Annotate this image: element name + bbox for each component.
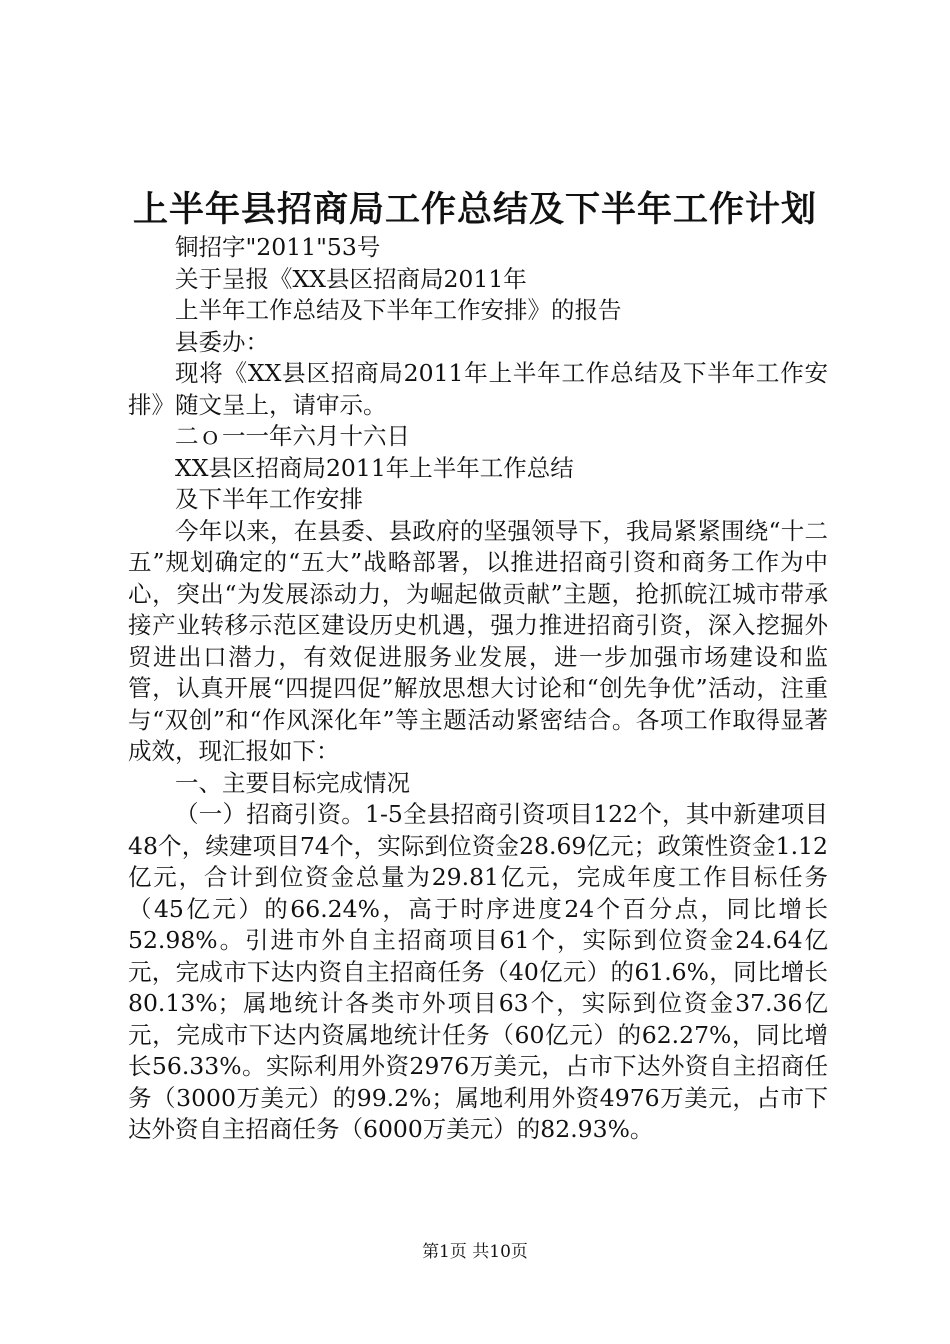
- recipient: 县委办：: [175, 327, 269, 356]
- page-number: 第1页 共10页: [422, 1242, 528, 1262]
- doc-number: 铜招字"2011"53号: [175, 233, 381, 261]
- report-heading-line-2: 上半年工作总结及下半年工作安排》的报告: [175, 296, 622, 324]
- document-title: 上半年县招商局工作总结及下半年工作计划: [132, 189, 817, 230]
- intro-paragraph: 今年以来，在县委、县政府的坚强领导下，我局紧紧围绕“十二五”规划确定的“五大”战略部署，以推进招商引资和商务工作为中心，突出“为发展添动力，为崛起做贡献”主题，抢抓皖江城市带承接产业转移示范区建设历史机遇，强力推进招商引资，深入挖掘外贸进出口潜力，有效促进服务业发展，进一步加强市场建设和监管，认真开展“四提四促”解放思想大讨论和“创先争优”活动，注重与“双创”和“作风深化年”等主题活动紧密结合。各项工作取得显著成效，现汇报如下：: [128, 516, 828, 765]
- investment-paragraph: （一）招商引资。1-5全县招商引资项目122个，其中新建项目48个，续建项目74个，实际到位资金28.69亿元；政策性资金1.12亿元，合计到位资金总量为29.81亿元，完成年度工作目标任务（45亿元）的66.24%，高于时序进度24个百分点，同比增长52.98%。引进市外自主招商项目61个，实际到位资金24.64亿元，完成市下达内资自主招商任务（40亿元）的61.6%，同比增长80.13%；属地统计各类市外项目63个，实际到位资金37.36亿元，完成市下达内资属地统计任务（60亿元）的62.27%，同比增长56.33%。实际利用外资2976万美元，占市下达外资自主招商任务（3000万美元）的99.2%；属地利用外资4976万美元，占市下达外资自主招商任务（6000万美元）的82.93%。: [128, 800, 828, 1143]
- document-body: [128, 232, 828, 1146]
- summary-title-line-2: 及下半年工作安排: [175, 485, 363, 513]
- section-heading: 一、主要目标完成情况: [175, 768, 410, 797]
- report-heading-line-1: 关于呈报《XX县区招商局2011年: [175, 264, 527, 293]
- summary-title-line-1: XX县区招商局2011年上半年工作总结: [175, 453, 574, 482]
- document-date: 二ｏ一一年六月十六日: [175, 422, 410, 450]
- submission-paragraph: 现将《XX县区招商局2011年上半年工作总结及下半年工作安排》随文呈上，请审示。: [128, 359, 828, 419]
